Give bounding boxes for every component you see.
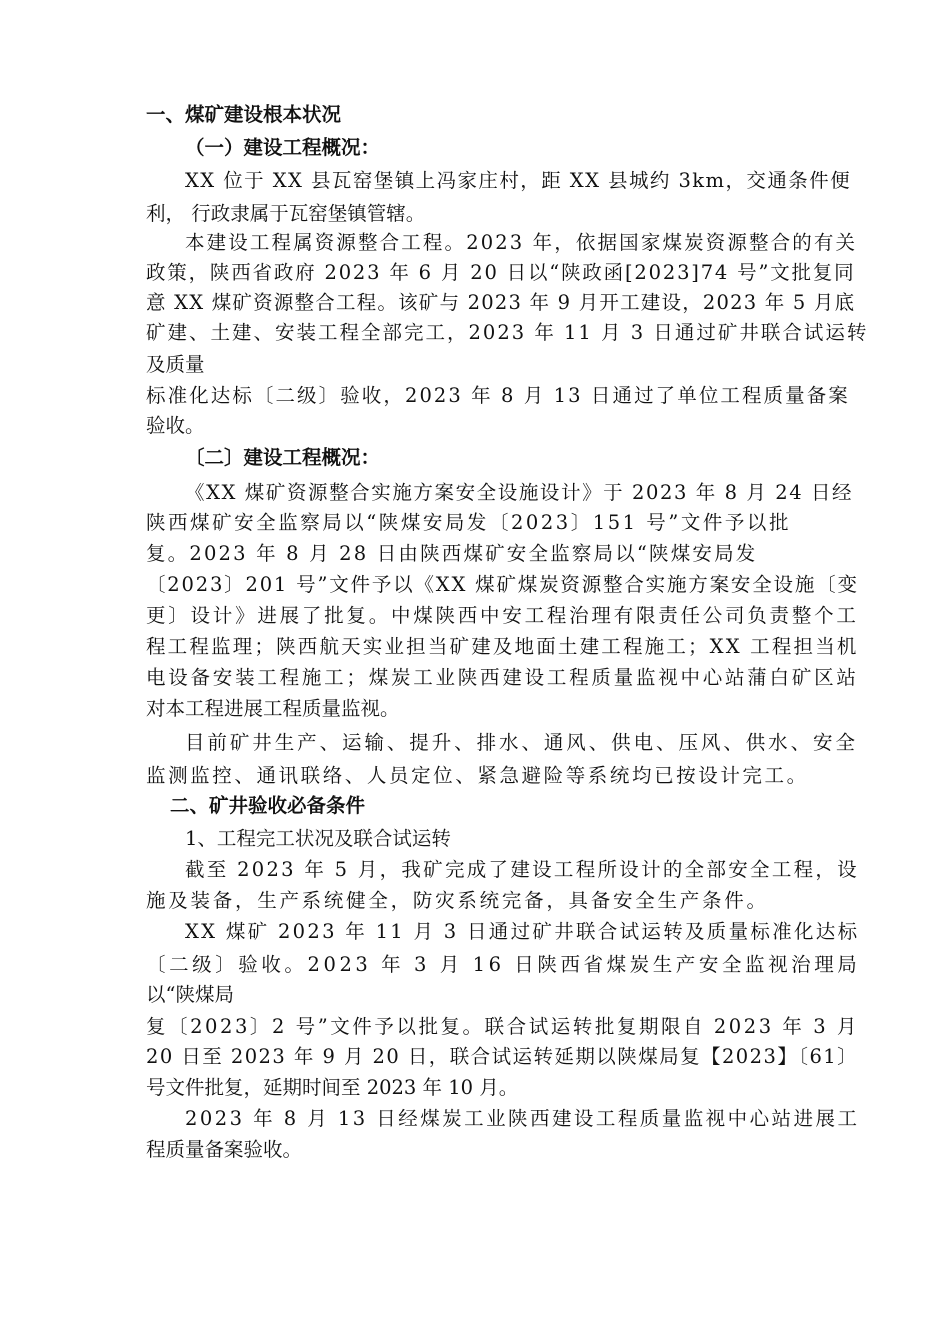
paragraph-line: 截至 2023 年 5 月，我矿完成了建设工程所设计的全部安全工程，设 bbox=[185, 858, 859, 881]
paragraph-line: 陕西煤矿安全监察局以“陕煤安局发〔2023〕151 号”文件予以批 bbox=[146, 511, 791, 534]
paragraph-line: 利， 行政隶属于瓦窑堡镇管辖。 bbox=[146, 202, 426, 225]
paragraph-line: 号文件批复，延期时间至 2023 年 10 月。 bbox=[146, 1076, 519, 1099]
paragraph-line: XX 位于 XX 县瓦窑堡镇上冯家庄村，距 XX 县城约 3km，交通条件便 bbox=[185, 169, 852, 192]
section-heading: 〔二〕建设工程概况： bbox=[185, 446, 381, 469]
paragraph-line: XX 煤矿 2023 年 11 月 3 日通过矿井联合试运转及质量标准化达标 bbox=[185, 920, 860, 943]
paragraph-line: 验收。 bbox=[146, 414, 205, 437]
paragraph-line: 意 XX 煤矿资源整合工程。该矿与 2023 年 9 月开工建设，2023 年 5 月底 bbox=[146, 291, 856, 314]
paragraph-line: 及质量 bbox=[146, 353, 205, 376]
section-heading: 一、煤矿建设根本状况 bbox=[146, 103, 342, 126]
paragraph-line: 〔2023〕201 号”文件予以《XX 煤矿煤炭资源整合实施方案安全设施〔变 bbox=[146, 573, 859, 596]
paragraph-line: 1、工程完工状况及联合试运转 bbox=[185, 827, 451, 850]
paragraph-line: 监测监控、通讯联络、人员定位、紧急避险等系统均已按设计完工。 bbox=[146, 764, 809, 787]
paragraph-line: 〔二级〕验收。2023 年 3 月 16 日陕西省煤炭生产安全监视治理局 bbox=[146, 953, 861, 976]
paragraph-line: 对本工程进展工程质量监视。 bbox=[146, 697, 400, 720]
paragraph-line: 程工程监理；陕西航天实业担当矿建及地面土建工程施工；XX 工程担当机 bbox=[146, 635, 859, 658]
paragraph-line: 政策，陕西省政府 2023 年 6 月 20 日以“陕政函[2023]74 号”文批复同 bbox=[146, 261, 856, 284]
paragraph-line: 程质量备案验收。 bbox=[146, 1138, 303, 1161]
paragraph-line: 20 日至 2023 年 9 月 20 日，联合试运转延期以陕煤局复【2023】〔61〕 bbox=[146, 1045, 859, 1068]
paragraph-line: 目前矿井生产、运输、提升、排水、通风、供电、压风、供水、安全 bbox=[185, 731, 858, 754]
paragraph-line: 复。2023 年 8 月 28 日由陕西煤矿安全监察局以“陕煤安局发 bbox=[146, 542, 758, 565]
paragraph-line: 电设备安装工程施工；煤炭工业陕西建设工程质量监视中心站蒲白矿区站 bbox=[146, 666, 859, 689]
paragraph-line: 《XX 煤矿资源整合实施方案安全设施设计》于 2023 年 8 月 24 日经 bbox=[185, 481, 854, 504]
paragraph-line: 矿建、土建、安装工程全部完工，2023 年 11 月 3 日通过矿井联合试运转 bbox=[146, 321, 869, 344]
paragraph-line: 复〔2023〕2 号”文件予以批复。联合试运转批复期限自 2023 年 3 月 bbox=[146, 1015, 859, 1038]
paragraph-line: 2023 年 8 月 13 日经煤炭工业陕西建设工程质量监视中心站进展工 bbox=[185, 1107, 860, 1130]
paragraph-line: 标准化达标〔二级〕验收，2023 年 8 月 13 日通过了单位工程质量备案 bbox=[146, 384, 850, 407]
paragraph-line: 更〕设计》进展了批复。中煤陕西中安工程治理有限责任公司负责整个工 bbox=[146, 604, 859, 627]
section-heading: 二、矿井验收必备条件 bbox=[170, 794, 366, 817]
paragraph-line: 施及装备，生产系统健全，防灾系统完备，具备安全生产条件。 bbox=[146, 889, 769, 912]
paragraph-line: 以“陕煤局 bbox=[146, 983, 234, 1006]
section-heading: （一）建设工程概况： bbox=[185, 136, 381, 159]
paragraph-line: 本建设工程属资源整合工程。2023 年，依据国家煤炭资源整合的有关 bbox=[185, 231, 858, 254]
